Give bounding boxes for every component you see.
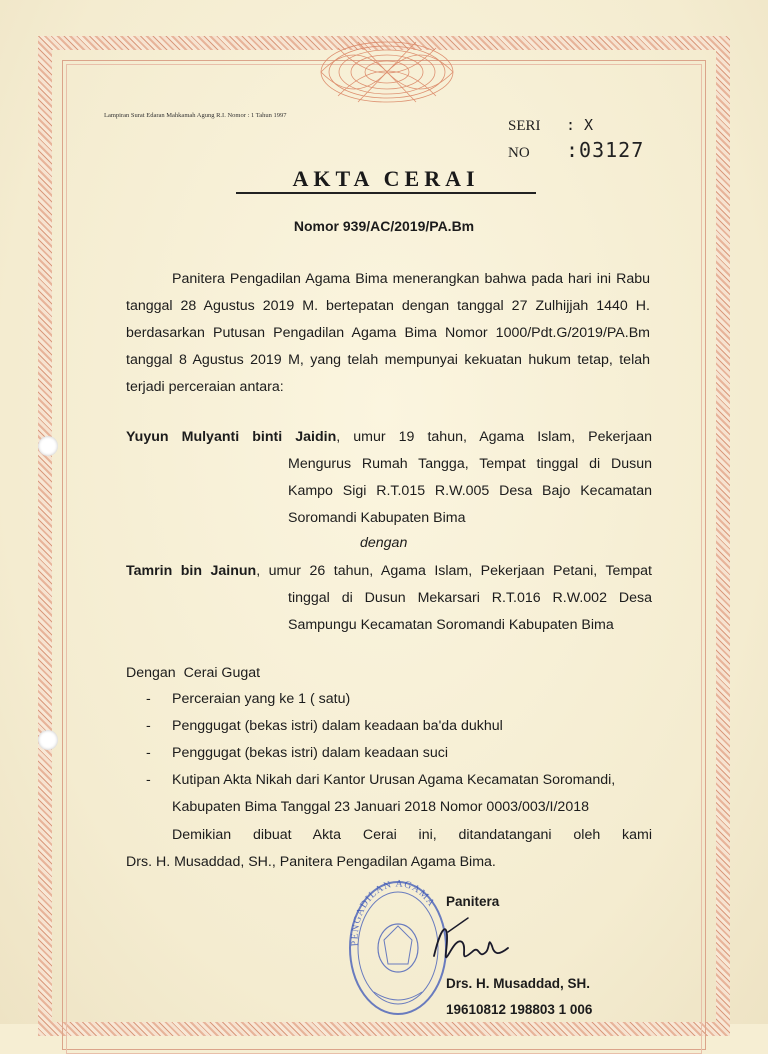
- signatory-name: Drs. H. Musaddad, SH.: [446, 976, 591, 991]
- party-wife-first-line: , umur 19 tahun, Agama Islam, Pekerjaan: [336, 429, 652, 445]
- lampiran-note: Lampiran Surat Edaran Mahkamah Agung R.I. Nomor : 1 Tahun 1997: [104, 112, 287, 119]
- no-value: :03127: [566, 138, 645, 162]
- closing-statement: [126, 822, 652, 876]
- handwritten-signature-icon: [428, 912, 514, 978]
- party-wife-details: Mengurus Rumah Tangga, Tempat tinggal di Dusun Kampo Sigi R.T.015 R.W.005 Desa Bajo Kecamatan Soromandi Kabupaten Bima: [288, 456, 652, 526]
- divorce-type-heading: Dengan Cerai Gugat: [126, 665, 261, 681]
- opening-paragraph: Panitera Pengadilan Agama Bima menerangkan bahwa pada hari ini Rabu tanggal 28 Agustus 2019 M. bertepatan dengan tanggal 27 Zulhijjah 1440 H. berdasarkan Putusan Pengadilan Agama Bima Nomor 1000/Pdt.G/2019/PA.Bm tanggal 8 Agustus 2019 M, yang telah mempunyai kekuatan hukum tetap, telah terjadi perceraian antara:: [126, 271, 650, 395]
- punch-hole-bottom: [38, 730, 58, 750]
- party-wife-name: Yuyun Mulyanti binti Jaidin: [126, 429, 337, 445]
- party-husband-details: tinggal di Dusun Mekarsari R.T.016 R.W.002 Desa Sampungu Kecamatan Soromandi Kabupaten Bima: [288, 590, 652, 633]
- closing-line-2: Drs. H. Musaddad, SH., Panitera Pengadilan Agama Bima.: [126, 854, 496, 870]
- stamp-text: PENGADILAN AGAMA: [349, 878, 437, 947]
- party-husband-name: Tamrin bin Jainun: [126, 563, 257, 579]
- party-wife: [126, 424, 652, 532]
- list-item: - Perceraian yang ke 1 ( satu): [146, 691, 351, 707]
- guilloche-rosette-icon: [318, 38, 456, 106]
- list-item: - Penggugat (bekas istri) dalam keadaan suci: [146, 745, 449, 761]
- document-number: Nomor 939/AC/2019/PA.Bm: [293, 218, 475, 234]
- signatory-role: Panitera: [446, 894, 500, 909]
- document-title: AKTA CERAI: [292, 166, 480, 191]
- party-husband: [126, 558, 652, 639]
- detail-list: [146, 686, 652, 821]
- title-underline: [236, 192, 536, 194]
- closing-line-1: Demikian dibuat Akta Cerai ini, ditandatangani oleh kami: [172, 827, 652, 843]
- serial-box: [508, 116, 644, 160]
- party-husband-first-line: , umur 26 tahun, Agama Islam, Pekerjaan Petani, Tempat: [256, 563, 652, 579]
- seri-value: : X: [566, 116, 594, 134]
- punch-hole-top: [38, 436, 58, 456]
- list-item: - Penggugat (bekas istri) dalam keadaan ba'da dukhul: [146, 718, 503, 734]
- svg-text:PENGADILAN AGAMA: [350, 878, 437, 946]
- connector-dengan: dengan: [360, 535, 408, 551]
- seri-label: SERI: [508, 118, 541, 134]
- no-label: NO: [508, 145, 530, 161]
- signatory-nip: 19610812 198803 1 006: [446, 1002, 593, 1017]
- list-item: - Kutipan Akta Nikah dari Kantor Urusan Agama Kecamatan Soromandi, Kabupaten Bima Tanggal 23 Januari 2018 Nomor 0003/003/I/2018: [146, 772, 616, 815]
